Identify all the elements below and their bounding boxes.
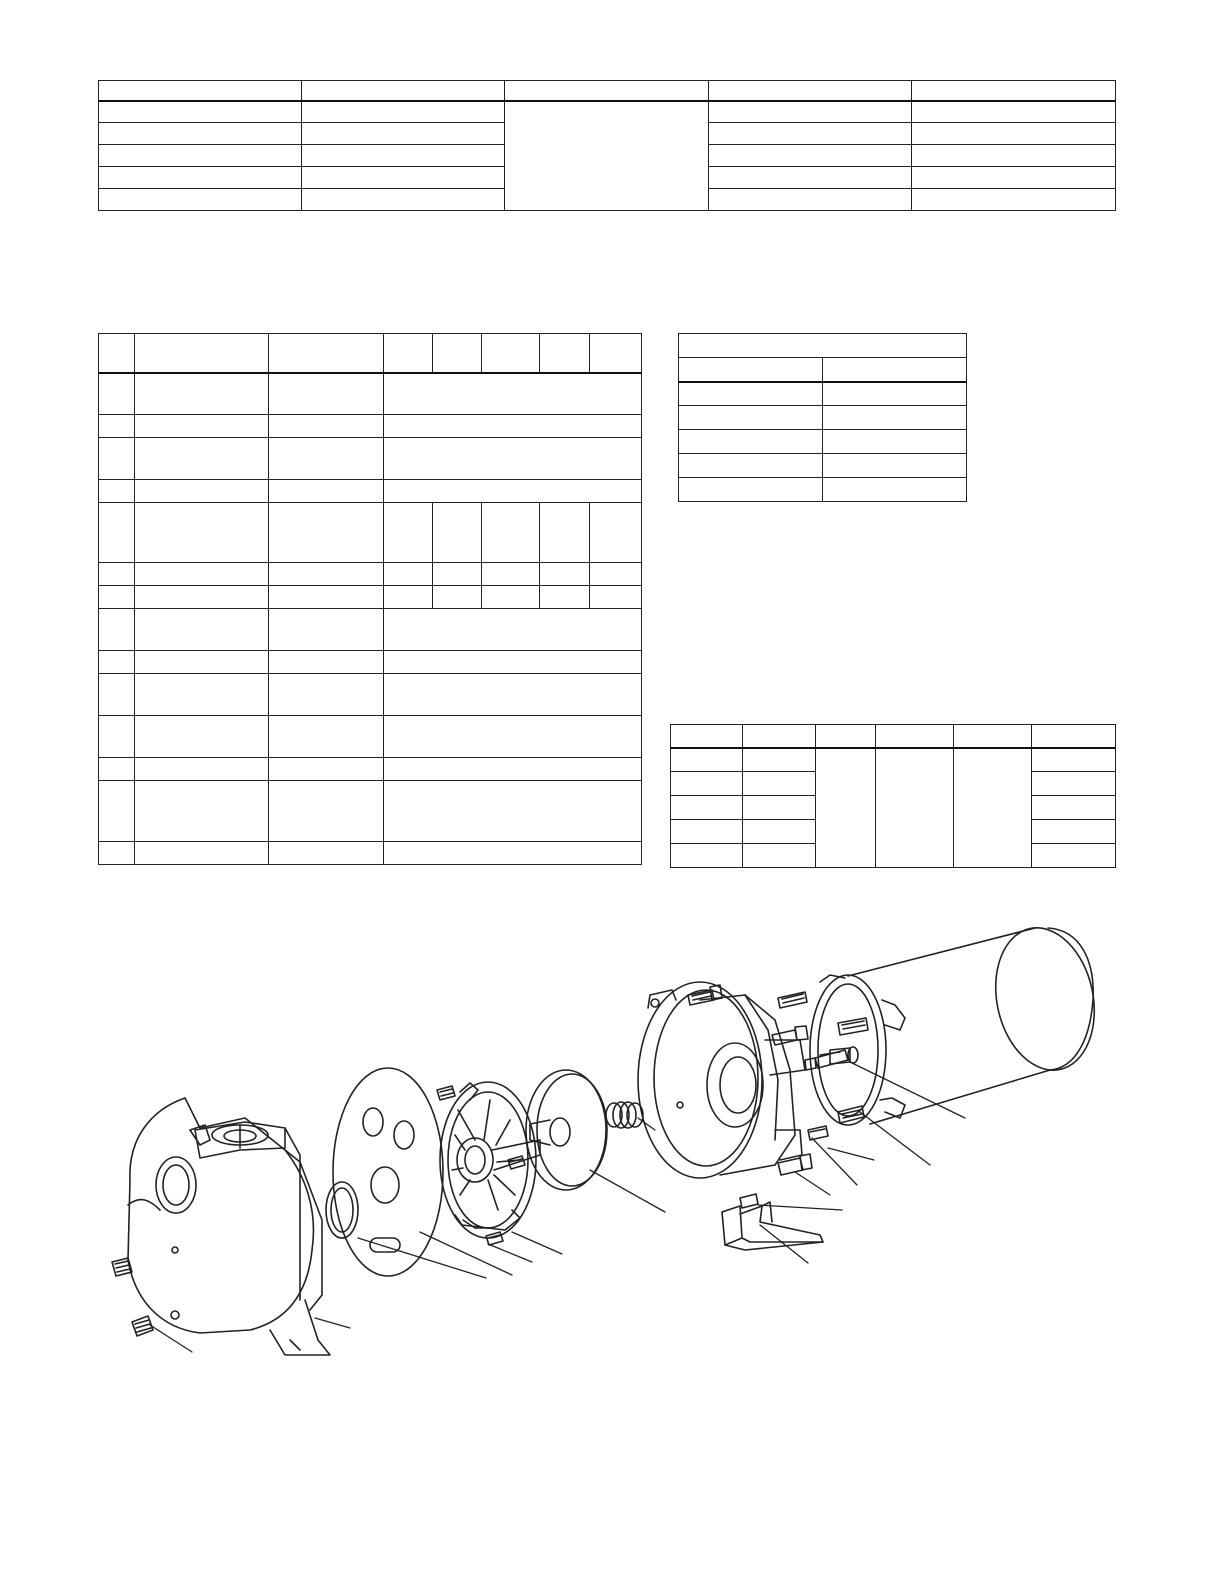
table-row [99, 373, 642, 415]
table-row [99, 586, 642, 609]
seal-plate [333, 1068, 443, 1276]
table-row [99, 651, 642, 674]
drain-plug [112, 1258, 153, 1336]
table-header-row [99, 81, 1116, 101]
table-row [99, 415, 642, 438]
table-row [99, 480, 642, 503]
table-row [99, 563, 642, 586]
table-row [679, 382, 967, 406]
table-header-row [99, 334, 642, 373]
shaft-seal [606, 1102, 643, 1128]
table-header-row [671, 725, 1116, 748]
motor-adapter [638, 982, 805, 1178]
table-row [99, 781, 642, 842]
motor [848, 919, 1107, 1124]
table-row [99, 674, 642, 716]
small-spec-table [678, 333, 967, 502]
diffuser [440, 1082, 540, 1238]
base-bracket [722, 1202, 823, 1250]
table-row [671, 748, 1116, 772]
parts-list-table [98, 333, 642, 865]
table-row [679, 478, 967, 502]
table-row [99, 503, 642, 563]
table-title-row [679, 334, 967, 358]
leader-lines [150, 1062, 965, 1352]
table-row [679, 454, 967, 478]
table-row [99, 101, 1116, 123]
top-spec-table [98, 80, 1116, 211]
exploded-pump-diagram [0, 880, 1224, 1400]
pump-body [128, 1098, 330, 1355]
table-row [679, 406, 967, 430]
table-row [679, 430, 967, 454]
table-row [99, 716, 642, 758]
diffuser-screw [437, 1086, 525, 1245]
table-row [99, 842, 642, 865]
mid-spec-table [670, 724, 1116, 868]
table-row [99, 609, 642, 651]
table-header-row [679, 358, 967, 382]
table-row [99, 438, 642, 480]
table-row [99, 758, 642, 781]
motor-end-plate [810, 975, 905, 1125]
